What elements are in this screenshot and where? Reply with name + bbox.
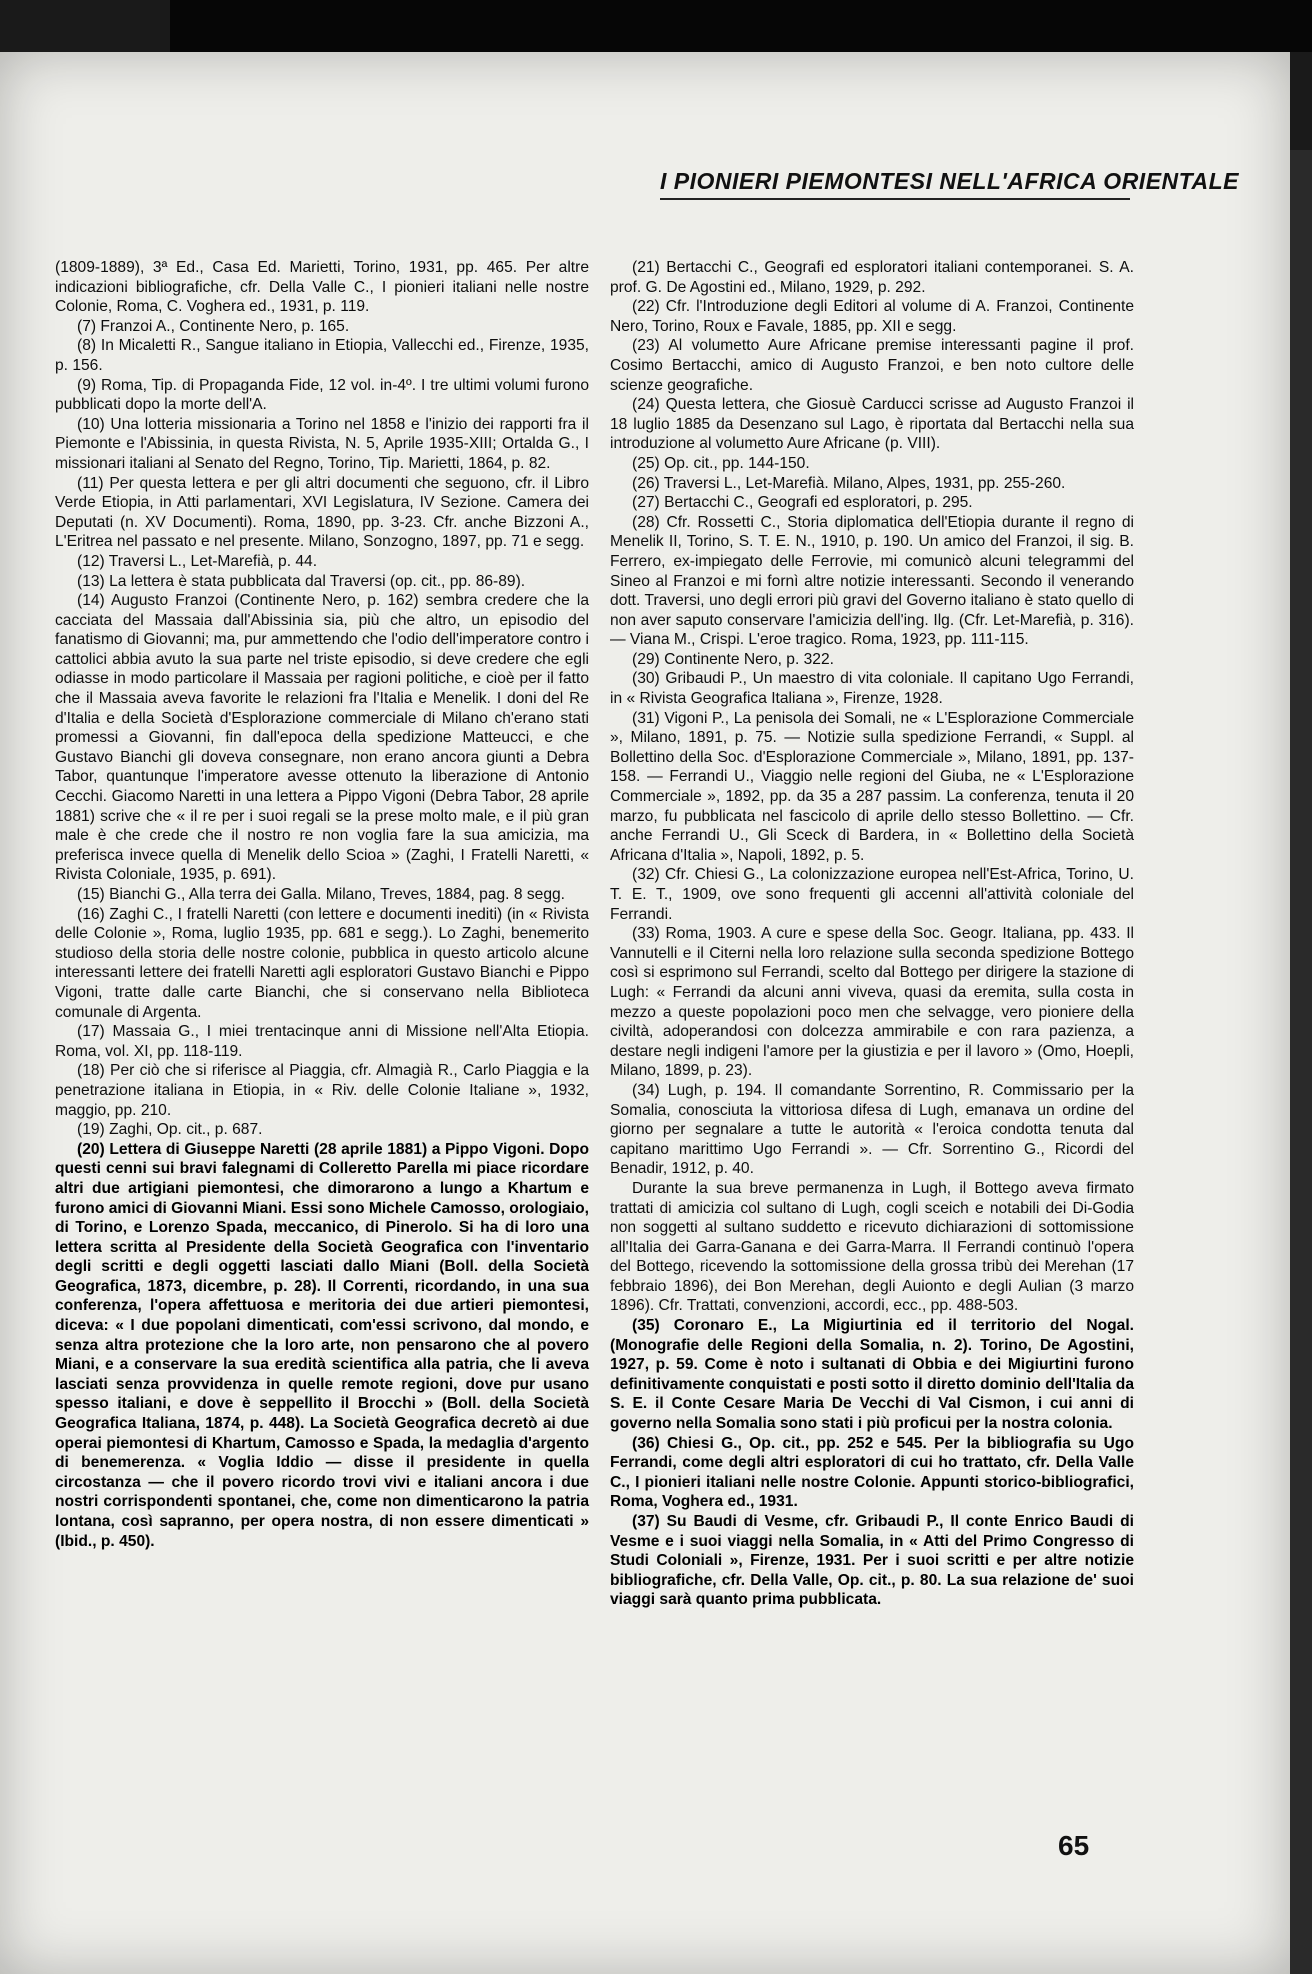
footnote: (27) Bertacchi C., Geografi ed esploratori, p. 295. bbox=[632, 494, 973, 512]
footnote: (18) Per ciò che si riferisce al Piaggia, cfr. Almagià R., Carlo Piaggia e la penetrazione italiana in Etiopia, in « Riv. delle Colonie Italiane », 1932, maggio, pp. 210. bbox=[55, 1062, 589, 1119]
footnote: (31) Vigoni P., La penisola dei Somali, ne « L'Esplorazione Commerciale », Milano, 1891, p. 75. — Notizie sulla spedizione Ferrandi, « Suppl. al Bollettino della Soc. d'Esplorazione Commerciale », Milano, 1891, pp. 137-158. — Ferrandi U., Viaggio nelle regioni del Giuba, ne « L'Esplorazione Commerciale », 1892, pp. da 35 a 287 passim. La conferenza, tenuta il 20 marzo, fu pubblicata nel fascicolo di aprile dello stesso Bollettino. — Cfr. anche Ferrandi U., Gli Sceck di Bardera, in « Bollettino della Società Africana d'Italia », Napoli, 1892, p. 5. bbox=[610, 709, 1134, 864]
footnote: (8) In Micaletti R., Sangue italiano in Etiopia, Vallecchi ed., Firenze, 1935, p. 156. bbox=[55, 337, 589, 374]
footnote: (12) Traversi L., Let-Marefià, p. 44. bbox=[77, 552, 318, 570]
footnote: (19) Zaghi, Op. cit., p. 687. bbox=[77, 1121, 263, 1139]
scan-right-edge bbox=[1290, 150, 1312, 1974]
running-head: I PIONIERI PIEMONTESI NELL'AFRICA ORIENTALE bbox=[660, 168, 1239, 194]
page-number: 65 bbox=[1058, 1830, 1090, 1861]
footnote: (32) Cfr. Chiesi G., La colonizzazione europea nell'Est-Africa, Torino, U. T. E. T., 1909, ove sono frequenti gli accenni all'attività coloniale del Ferrandi. bbox=[610, 866, 1134, 923]
footnote: (11) Per questa lettera e per gli altri documenti che seguono, cfr. il Libro Verde Etiopia, in Atti parlamentari, XVI Legislatura, IV Sezione. Camera dei Deputati (n. XV Documenti). Roma, 1890, pp. 3-23. Cfr. anche Bizzoni A., L'Eritrea nel passato e nel presente. Milano, Sonzogno, 1897, pp. 71 e segg. bbox=[55, 474, 589, 551]
footnote: (29) Continente Nero, p. 322. bbox=[632, 650, 834, 668]
footnote: (24) Questa lettera, che Giosuè Carducci scrisse ad Augusto Franzoi il 18 luglio 1885 da Desenzano sul Lago, è riportata dal Bertacchi nella sua introduzione al volumetto Aure Africane (p. VIII). bbox=[610, 396, 1134, 453]
footnote: (33) Roma, 1903. A cure e spese della Soc. Geogr. Italiana, pp. 433. Il Vannutelli e il Citerni nella loro relazione sulla seconda spedizione Bottego così si esprimono sul Ferrandi, scelto dal Bottego per dirigere la stazione di Lugh: « Ferrandi da alcuni anni viveva, quasi da eremita, sulla costa in mezzo a queste popolazioni poco men che selvagge, vero pioniere della civiltà, adoperandosi con dolcezza ammirabile e con rara pazienza, a destare negli indigeni l'amore per la giustizia e per il lavoro » (Omo, Hoepli, Milano, 1899, p. 23). bbox=[610, 925, 1134, 1080]
footnote: (7) Franzoi A., Continente Nero, p. 165. bbox=[77, 317, 350, 335]
footnote: (16) Zaghi C., I fratelli Naretti (con lettere e documenti inediti) (in « Rivista delle Colonie », Roma, luglio 1935, pp. 681 e segg.). Lo Zaghi, benemerito studioso della storia delle nostre colonie, pubblica in questo articolo alcune interessanti lettere dei fratelli Naretti agli esploratori Gustavo Bianchi e Pippo Vigoni, tratte dalle carte Bianchi, che si conservano nella Biblioteca comunale di Argenta. bbox=[55, 905, 589, 1021]
footnote: (37) Su Baudi di Vesme, cfr. Gribaudi P., Il conte Enrico Baudi di Vesme e i suoi viaggi nella Somalia, in « Atti del Primo Congresso di Studi Coloniali », Firenze, 1931. Per i suoi scritti e per altre notizie bibliografiche, cfr. Della Valle, Op. cit., p. 80. La sua relazione de' suoi viaggi sarà quanto prima pubblicata. bbox=[610, 1513, 1134, 1609]
footnote: (23) Al volumetto Aure Africane premise interessanti pagine il prof. Cosimo Bertacchi, amico di Augusto Franzoi, e ben noto cultore delle scienze geografiche. bbox=[610, 337, 1134, 394]
right-column bbox=[610, 258, 1134, 1610]
footnote: (30) Gribaudi P., Un maestro di vita coloniale. Il capitano Ugo Ferrandi, in « Rivista Geografica Italiana », Firenze, 1928. bbox=[610, 670, 1134, 708]
footnote: (10) Una lotteria missionaria a Torino nel 1858 e l'inizio dei rapporti fra il Piemonte e l'Abissinia, in questa Rivista, N. 5, Aprile 1935-XIII; Ortalda G., I missionari italiani al Senato del Regno, Torino, Tip. Marietti, 1864, p. 82. bbox=[55, 415, 589, 472]
footnote: (26) Traversi L., Let-Marefià. Milano, Alpes, 1931, pp. 255-260. bbox=[632, 474, 1066, 492]
footnote: Durante la sua breve permanenza in Lugh, il Bottego aveva firmato trattati di amicizia col sultano di Lugh, cogli sceich e notabili dei Di-Godia non soggetti al sultano suddetto e ricevuto dichiarazioni di sottomissione all'Italia dei Garra-Ganana e dei Garra-Marra. Il Ferrandi continuò l'opera del Bottego, ricevendo la sottomissione della grossa tribù dei Merehan (17 febbraio 1896), dei Bon Merehan, degli Auionto e degli Aulian (3 marzo 1896). Cfr. Trattati, convenzioni, accordi, ecc., pp. 488-503. bbox=[610, 1179, 1134, 1315]
footnote: (14) Augusto Franzoi (Continente Nero, p. 162) sembra credere che la cacciata del Massaia dall'Abissinia sia, più che altro, un episodio del fanatismo di Giovanni; ma, pur ammettendo che l'odio dell'imperatore contro i cattolici abbia avuto la sua parte nel triste episodio, si deve credere che egli odiasse in modo particolare il Massaia per ragioni politiche, e cioè per il fatto che il Massaia aveva favorite le relazioni fra l'Italia e Menelik. I doni del Re d'Italia e della Società d'Esplorazione commerciale di Milano ch'erano stati promessi a Giovanni, fin dall'epoca della spedizione Matteucci, e che Gustavo Bianchi gli doveva consegnare, non erano ancora giunti a Debra Tabor, quantunque l'imperatore avesse ottenuto la liberazione di Antonio Cecchi. Giacomo Naretti in una lettera a Pippo Vigoni (Debra Tabor, 28 aprile 1881) scrive che « il re per i suoi regali se la prese molto male, e il più gran male è che crede che il nostro re non voglia fare la sua amicizia, ma preferisca invece quella di Menelik dello Scioa » (Zaghi, I Fratelli Naretti, « Rivista Coloniale, 1935, p. 691). bbox=[55, 592, 589, 884]
footnote: (34) Lugh, p. 194. Il comandante Sorrentino, R. Commissario per la Somalia, conosciuta la vittoriosa difesa di Lugh, emanava un ordine del giorno per segnalare a tutte le autorità « l'eroica condotta tenuta dal capitano marittimo Ugo Ferrandi ». — Cfr. Sorrentino G., Ricordi del Benadir, 1912, p. 40. bbox=[610, 1081, 1134, 1178]
left-column bbox=[55, 258, 589, 1551]
footnote: (35) Coronaro E., La Migiurtinia ed il territorio del Nogal. (Monografie delle Regioni della Somalia, n. 2). Torino, De Agostini, 1927, p. 59. Come è noto i sultanati di Obbia e dei Migiurtini furono definitivamente conquistati e posti sotto il diretto dominio dell'Italia da S. E. il Conte Cesare Maria De Vecchi di Val Cismon, i cui anni di governo nella Somalia sono stati i più proficui per la nostra colonia. bbox=[610, 1317, 1134, 1433]
footnote: (9) Roma, Tip. di Propaganda Fide, 12 vol. in-4º. I tre ultimi volumi furono pubblicati dopo la morte dell'A. bbox=[55, 376, 589, 414]
footnote: (22) Cfr. l'Introduzione degli Editori al volume di A. Franzoi, Continente Nero, Torino, Roux e Favale, 1885, pp. XII e segg. bbox=[610, 298, 1134, 335]
footnote: (13) La lettera è stata pubblicata dal Traversi (op. cit., pp. 86-89). bbox=[77, 572, 526, 590]
footnote: (28) Cfr. Rossetti C., Storia diplomatica dell'Etiopia durante il regno di Menelik II, Torino, S. T. E. N., 1910, p. 190. Un amico del Franzoi, il sig. B. Ferrero, ex-impiegato delle Ferrovie, mi comunicò alcuni telegrammi del Sineo al Franzoi e mi fornì altre notizie interessanti. Secondo il venerando dott. Traversi, uno degli errori più gravi del Governo italiano è stato quello di non aver saputo conservare l'amicizia dell'ing. Ilg. (Cfr. Let-Marefià, p. 316). — Viana M., Crispi. L'eroe tragico. Roma, 1923, pp. 111-115. bbox=[610, 513, 1134, 649]
footnote: (36) Chiesi G., Op. cit., pp. 252 e 545. Per la bibliografia su Ugo Ferrandi, come degli altri esploratori di cui ho trattato, cfr. Della Valle C., I pionieri italiani nelle nostre Colonie. Appunti storico-bibliografici, Roma, Voghera ed., 1931. bbox=[610, 1434, 1134, 1511]
footnote: (20) Lettera di Giuseppe Naretti (28 aprile 1881) a Pippo Vigoni. Dopo questi cenni sui bravi falegnami di Colleretto Parella mi piace ricordare altri due artigiani piemontesi, che dimorarono a lungo a Khartum e furono amici di Giovanni Miani. Essi sono Michele Camosso, orologiaio, di Torino, e Lorenzo Spada, meccanico, di Pinerolo. Si ha di loro una lettera scritta al Presidente della Società Geografica con l'inventario degli scritti e degli oggetti lasciati dallo Miani (Boll. della Società Geografica, 1873, dicembre, p. 28). Il Correnti, ricordando, in una sua conferenza, l'opera affettuosa e meritoria dei due artieri piemontesi, diceva: « I due popolani dimenticati, com'essi scrivono, dal mondo, e senza altra protezione che la loro arte, non pensarono che al povero Miani, e a conservare la sua eredità scientifica alla patria, che li aveva lasciati senza provvidenza in quelle remote regioni, dove pur usano spesso italiani, e dove è seppellito il Brocchi » (Boll. della Società Geografica Italiana, 1874, p. 448). La Società Geografica decretò ai due operai piemontesi di Khartum, Camosso e Spada, la medaglia d'argento di benemerenza. « Voglia Iddio — disse il presidente in quella circostanza — che il povero ricordo trovi vivi e italiani ancora i due nostri corrispondenti spontanei, che, come non dimenticarono la patria lontana, così sapranno, per opera nostra, di non essere dimenticati » (Ibid., p. 450). bbox=[55, 1140, 589, 1550]
footnote: (25) Op. cit., pp. 144-150. bbox=[632, 454, 810, 472]
scan-dark-band bbox=[170, 0, 1312, 52]
running-head-rule bbox=[660, 198, 1130, 200]
footnote: (15) Bianchi G., Alla terra dei Galla. Milano, Treves, 1884, pag. 8 segg. bbox=[77, 886, 565, 903]
footnote: (21) Bertacchi C., Geografi ed esploratori italiani contemporanei. S. A. prof. G. De Agostini ed., Milano, 1929, p. 292. bbox=[610, 259, 1134, 296]
footnote: (1809-1889), 3ª Ed., Casa Ed. Marietti, Torino, 1931, pp. 465. Per altre indicazioni bibliografiche, cfr. Della Valle C., I pionieri italiani nelle nostre Colonie, Roma, C. Voghera ed., 1931, p. 119. bbox=[55, 259, 589, 316]
footnote: (17) Massaia G., I miei trentacinque anni di Missione nell'Alta Etiopia. Roma, vol. XI, pp. 118-119. bbox=[55, 1023, 589, 1060]
